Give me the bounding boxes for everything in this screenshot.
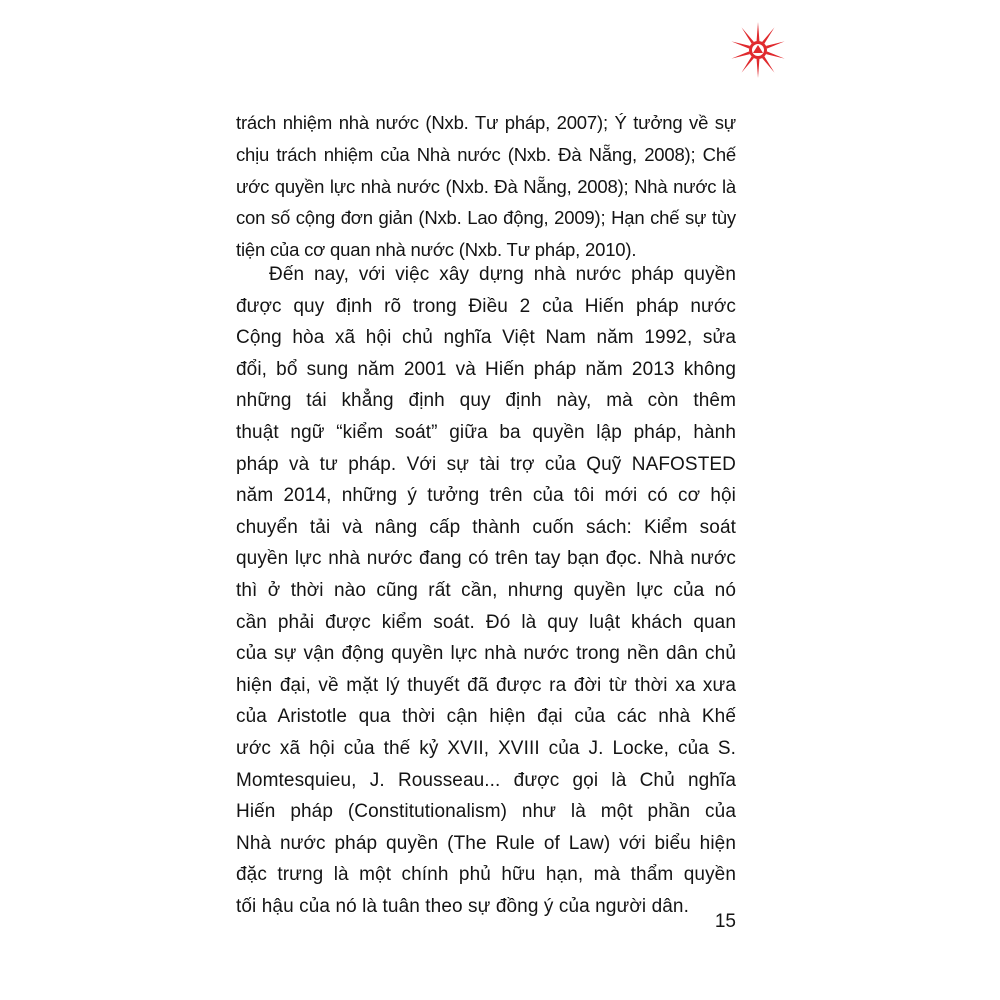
text-line: đổi, bổ sung năm 2001 và Hiến pháp năm 2013 không (236, 358, 736, 380)
text-line: Cộng hòa xã hội chủ nghĩa Việt Nam năm 1992, sửa (236, 327, 736, 349)
text-line: trách nhiệm nhà nước (Nxb. Tư pháp, 2007); Ý tưởng về sự (236, 112, 736, 133)
text-line: chịu trách nhiệm của Nhà nước (Nxb. Đà Nẵng, 2008); Chế (236, 143, 736, 165)
page-number: 15 (714, 911, 736, 932)
text-line: Đến nay, với việc xây dựng nhà nước pháp quyền (269, 264, 736, 285)
text-line: của sự vận động quyền lực nhà nước trong nền dân chủ (236, 643, 736, 665)
text-line: năm 2014, những ý tưởng trên của tôi mới có cơ hội (236, 485, 736, 507)
text-line: của Aristotle qua thời cận hiện đại của các nhà Khế (236, 706, 736, 728)
text-line: tiện của cơ quan nhà nước (Nxb. Tư pháp, 2010). (236, 239, 637, 261)
text-line: tối hậu của nó là tuân theo sự đồng ý của người dân. (236, 895, 689, 917)
text-line: Nhà nước pháp quyền (The Rule of Law) với biểu hiện (236, 832, 736, 854)
text-line: được quy định rõ trong Điều 2 của Hiến pháp nước (236, 295, 736, 317)
text-line: Hiến pháp (Constitutionalism) như là một phần của (236, 801, 736, 823)
text-line: đặc trưng là một chính phủ hữu hạn, mà thẩm quyền (236, 864, 736, 886)
text-line: Momtesquieu, J. Rousseau... được gọi là Chủ nghĩa (236, 769, 736, 791)
text-line: thuật ngữ “kiểm soát” giữa ba quyền lập pháp, hành (236, 421, 736, 443)
text-line: thì ở thời nào cũng rất cần, nhưng quyền lực của nó (236, 579, 736, 601)
text-line: ước xã hội của thế kỷ XVII, XVIII của J. Locke, của S. (236, 737, 736, 759)
red-star-publisher-logo-icon (728, 20, 788, 80)
text-line: những tái khẳng định quy định này, mà còn thêm (236, 390, 736, 412)
text-line: pháp và tư pháp. Với sự tài trợ của Quỹ NAFOSTED (236, 453, 736, 475)
text-line: cần phải được kiểm soát. Đó là quy luật khách quan (236, 611, 736, 633)
text-line: hiện đại, về mặt lý thuyết đã được ra đời từ thời xa xưa (236, 674, 736, 696)
text-line: chuyển tải và nâng cấp thành cuốn sách: Kiểm soát (236, 516, 736, 538)
text-line: con số cộng đơn giản (Nxb. Lao động, 2009); Hạn chế sự tùy (236, 207, 736, 229)
text-line: quyền lực nhà nước đang có trên tay bạn đọc. Nhà nước (236, 548, 736, 570)
paragraph-1 (236, 107, 736, 266)
paragraph-2 (236, 259, 736, 922)
text-line: ước quyền lực nhà nước (Nxb. Đà Nẵng, 2008); Nhà nước là (236, 175, 736, 197)
